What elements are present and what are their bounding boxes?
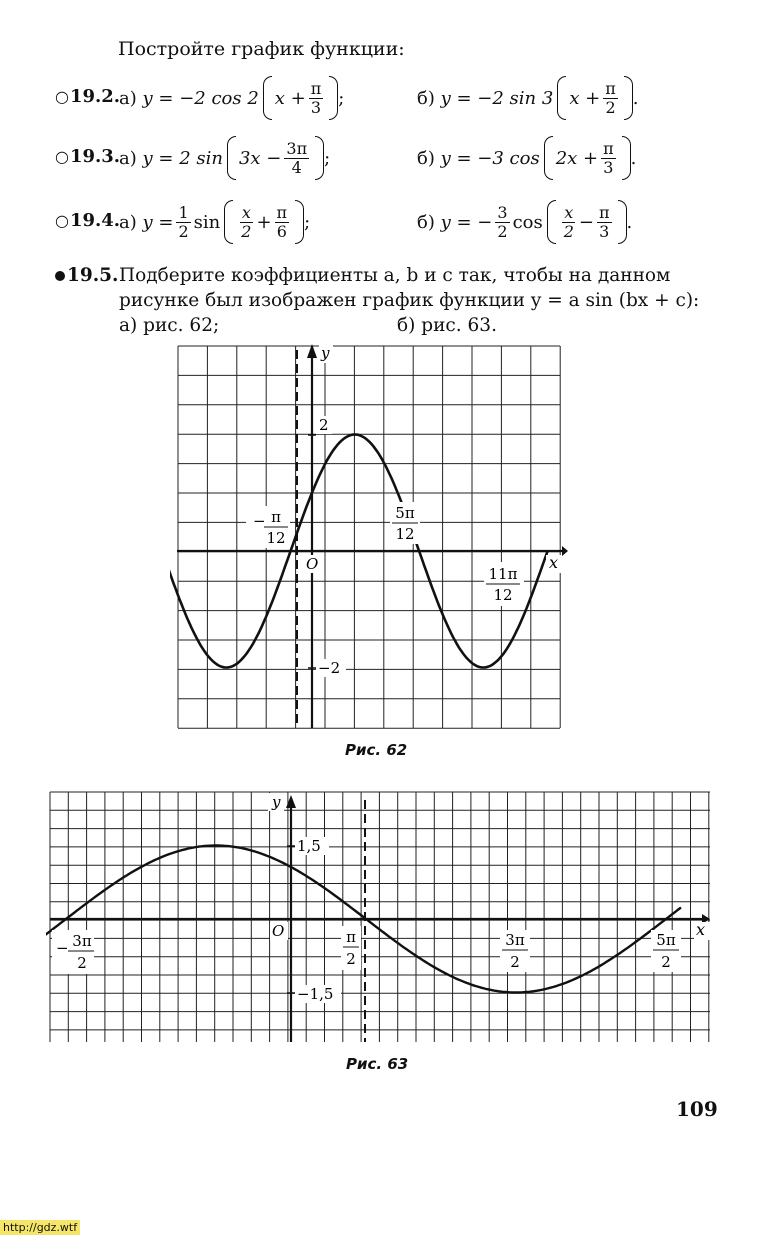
- option-a: а) y = 2 sin 3x − $\frac{3\pi}{4}$ ;: [119, 128, 330, 188]
- figure-62-caption: Рис. 62: [345, 741, 408, 759]
- option-b: б) y = −2 sin 3 x + $\frac{\pi}{2}$ .: [417, 68, 639, 128]
- label-min: −2: [318, 659, 341, 677]
- problem-options: [119, 313, 715, 338]
- problem-text-line1: Подберите коэффициенты a, b и c так, чтобы на данном: [119, 265, 671, 286]
- tick-right-den: 12: [493, 586, 513, 604]
- problem-number: ○19.4.: [55, 210, 121, 231]
- label-max: 2: [319, 416, 329, 434]
- problem-number: ○19.2.: [55, 86, 121, 107]
- label-max: 1,5: [297, 837, 321, 855]
- x-axis-label: x: [696, 920, 706, 939]
- problem-19-4: [55, 192, 715, 252]
- tick-left-den: 12: [266, 529, 286, 547]
- tick4-den: 2: [661, 953, 671, 971]
- tick4-num: 5π: [656, 931, 676, 949]
- watermark: http://gdz.wtf: [0, 1220, 80, 1235]
- figure-63-caption: Рис. 63: [346, 1055, 409, 1073]
- option-a: а) y = $\frac{1}{2}$ sin $\frac{x}{2}$ + $\frac{\pi}{6}$ ;: [119, 192, 310, 252]
- y-axis-label: y: [321, 344, 330, 362]
- x-axis-label: x: [549, 553, 559, 572]
- grid-62: [178, 346, 560, 728]
- problem-number: 19.5.: [55, 263, 119, 288]
- tick-mid-num: 5π: [395, 504, 415, 522]
- option-b: б) y = − $\frac{3}{2}$ cos $\frac{x}{2}$ − $\frac{\pi}{3}$ .: [417, 192, 632, 252]
- option-b: б) y = −3 cos 2x + $\frac{\pi}{3}$ .: [417, 128, 636, 188]
- tick-right-num: 11π: [488, 565, 518, 583]
- tick2-den: 2: [346, 950, 356, 968]
- option-a: а) y = −2 cos 2 x + $\frac{\pi}{3}$ ;: [119, 68, 344, 128]
- problem-19-3: [55, 128, 715, 188]
- option-b-text: б) рис. 63.: [397, 315, 497, 336]
- bullet-icon: [55, 271, 65, 281]
- problem-19-2: [55, 68, 715, 128]
- problem-19-5: [55, 263, 715, 338]
- tick3-num: 3π: [505, 931, 525, 949]
- origin-label: O: [272, 922, 285, 940]
- intro-text: Постройте график функции:: [118, 38, 405, 60]
- option-a-text: а) рис. 62;: [119, 315, 220, 336]
- tick1-sign: −: [56, 939, 69, 957]
- tick1-den: 2: [77, 954, 87, 972]
- grid-63: [50, 792, 710, 1042]
- origin-label: O: [306, 555, 319, 573]
- tick-mid-den: 12: [395, 525, 415, 543]
- tick2-num: π: [346, 928, 356, 946]
- tick-left-num: π: [271, 508, 281, 526]
- y-axis-label: y: [272, 793, 281, 811]
- page-number: 109: [676, 1097, 718, 1121]
- tick3-den: 2: [510, 953, 520, 971]
- tick-left-sign: −: [253, 512, 266, 530]
- problem-text-line2: рисунке был изображен график функции y = a sin (bx + c):: [119, 290, 700, 311]
- x-axis-arrow-icon: [562, 546, 568, 556]
- figure-63: [46, 788, 716, 1048]
- figure-62: [170, 340, 570, 735]
- tick1-num: 3π: [72, 932, 92, 950]
- label-min: −1,5: [297, 985, 334, 1003]
- problem-number: ○19.3.: [55, 146, 121, 167]
